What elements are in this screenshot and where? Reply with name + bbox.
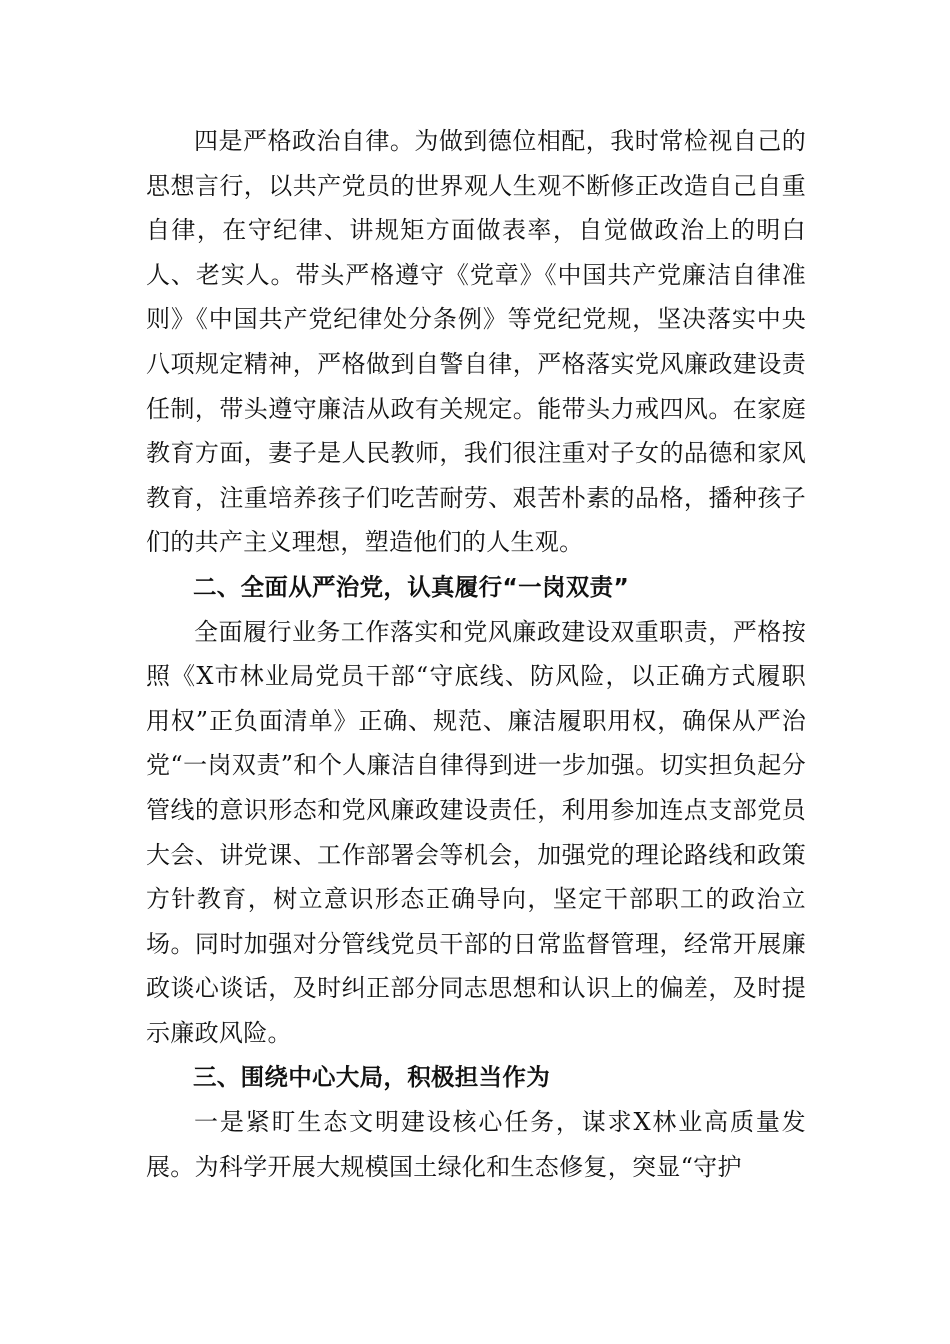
section-heading-central-tasks: 三、围绕中心大局，积极担当作为 xyxy=(193,1063,550,1092)
paragraph-ecological-civilization: 一是紧盯生态文明建设核心任务，谋求X林业高质量发展。为科学开展大规模国土绿化和生态修复，突显“守护 xyxy=(146,1108,806,1181)
document-body xyxy=(146,119,806,1189)
paragraph-dual-responsibility: 全面履行业务工作落实和党风廉政建设双重职责，严格按照《X市林业局党员干部“守底线、防风险，以正确方式履职用权”正负面清单》正确、规范、廉洁履职用权，确保从严治党“一岗双责”和个人廉洁自律得到进一步加强。切实担负起分管线的意识形态和党风廉政建设责任，利用参加连点支部党员大会、讲党课、工作部署会等机会，加强党的理论路线和政策方针教育，树立意识形态正确导向，坚定干部职工的政治立场。同时加强对分管线党员干部的日常监督管理，经常开展廉政谈心谈话，及时纠正部分同志思想和认识上的偏差，及时提示廉政风险。 xyxy=(146,617,806,1047)
section-heading-strict-party-governance: 二、全面从严治党，认真履行“一岗双责” xyxy=(193,572,630,601)
paragraph-political-self-discipline: 四是严格政治自律。为做到德位相配，我时常检视自己的思想言行，以共产党员的世界观人生观不断修正改造自己自重自律，在守纪律、讲规矩方面做表率，自觉做政治上的明白人、老实人。带头严格遵守《党章》《中国共产党廉洁自律准则》《中国共产党纪律处分条例》等党纪党规，坚决落实中央八项规定精神，严格做到自警自律，严格落实党风廉政建设责任制，带头遵守廉洁从政有关规定。能带头力戒四风。在家庭教育方面，妻子是人民教师，我们很注重对子女的品德和家风教育，注重培养孩子们吃苦耐劳、艰苦朴素的品格，播种孩子们的共产主义理想，塑造他们的人生观。 xyxy=(146,127,806,557)
